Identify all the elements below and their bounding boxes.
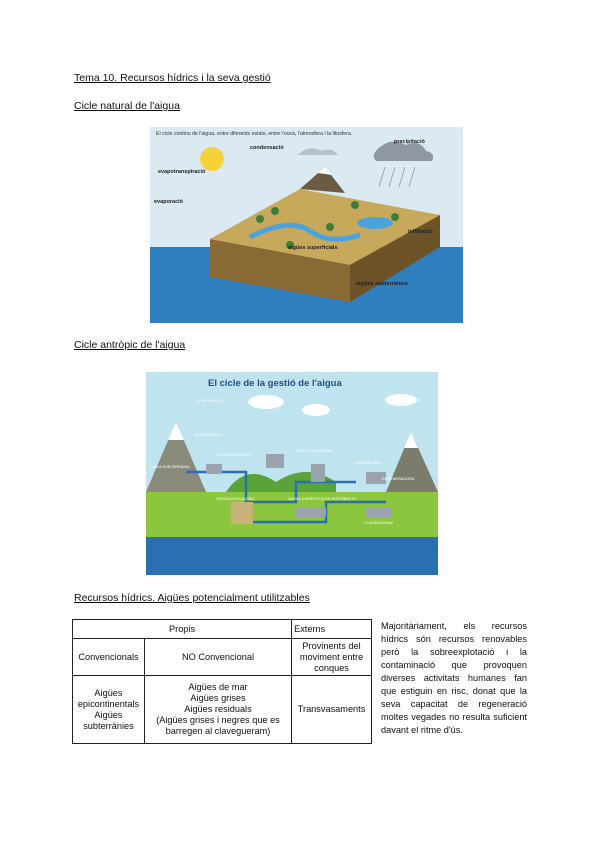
- label-diposit-municipal: DIPÒSIT MUNICIPAL: [296, 449, 333, 453]
- header-propis: Propis: [73, 620, 292, 639]
- label-evapotranspiracio: evapotranspiració: [158, 169, 206, 175]
- cell-transvasaments: Transvasaments: [292, 676, 372, 744]
- cell-convencionals: Convencionals: [73, 639, 145, 676]
- cell-no-convencional: NO Convencional: [144, 639, 291, 676]
- label-embassament: EMBASSAMENT: [194, 433, 224, 437]
- label-infiltracio: infiltració: [408, 229, 433, 235]
- item-residuals: Aigües residuals: [184, 704, 252, 714]
- label-aigua-subterrania: AIGUA SUBTERRÀNIA: [150, 465, 190, 469]
- sun-icon: [200, 147, 224, 171]
- cell-aigues-no-convencionals: [144, 676, 291, 744]
- label-depuradora: DEPURADORA: [354, 461, 381, 465]
- water-resources-table: [72, 619, 372, 744]
- section-resources-heading: Recursos hídrics. Aigües potencialment utilitzables: [74, 592, 310, 604]
- resources-description: Majoritàriament, els recursos hídrics són recursos renovables però la sobreexplotació i la contaminació que provoquen diverses activitats humanes fan que estiguin en risc, donat que la seva capacitat de regeneració moltes vegades no resulta suficient davant el ritme d'ús.: [381, 621, 527, 735]
- label-condensacio: condensació: [250, 145, 284, 151]
- anthropic-figure-title: El cicle de la gestió de l'aigua: [208, 378, 342, 389]
- item-mar: Aigües de mar: [188, 682, 248, 692]
- label-pluja: PLUJA: [262, 399, 274, 403]
- item-grises: Aigües grises: [190, 693, 246, 703]
- cell-provinents: Provinents del moviment entre conques: [292, 639, 372, 676]
- anthropic-water-cycle-figure: [146, 372, 438, 575]
- header-externs: Externs: [292, 620, 372, 639]
- doc-title: Tema 10. Recursos hídrics i la seva gestió: [74, 72, 271, 84]
- section-natural-heading: Cicle natural de l'aigua: [74, 100, 180, 112]
- label-xarxa-domestica: XARXA DOMÈSTICA DE DISTRIBUCIÓ: [288, 497, 356, 501]
- natural-water-cycle-figure: [150, 127, 463, 323]
- label-clavegueram: CLAVEGUERAM: [364, 521, 393, 525]
- label-evaporacio-antropic: EVAPORACIÓ: [198, 399, 223, 403]
- natural-figure-heading: El cicle continu de l'aigua, entre diferents estats, entre l'oceà, l'atmosfera i la litosfera.: [156, 131, 353, 137]
- label-aigues-subterranies: aigües subterrànies: [356, 281, 408, 287]
- label-potabilitzadora: POTABILITZADORA: [216, 453, 251, 457]
- label-regeneradora: REGENERADORA: [382, 477, 415, 481]
- label-condensacio-antropic: CONDENSACIÓ: [392, 399, 421, 403]
- label-precipitacio: precipitació: [394, 139, 425, 145]
- cell-aigues-convencionals: [73, 676, 145, 744]
- label-aigues-superficials: aigües superficials: [288, 245, 338, 251]
- item-epicontinentals: Aigües epicontinentals: [77, 687, 140, 709]
- label-evaporacio: evaporació: [154, 199, 184, 205]
- label-dessalinitzadora: DESSALINITZADORA: [216, 497, 254, 501]
- item-residuals-note: (Aigües grises i negres que es barregen al clavegueram): [156, 715, 280, 736]
- section-antropic-heading: Cicle antròpic de l'aigua: [74, 339, 186, 351]
- item-subterranies: Aigües subterrànies: [83, 709, 134, 731]
